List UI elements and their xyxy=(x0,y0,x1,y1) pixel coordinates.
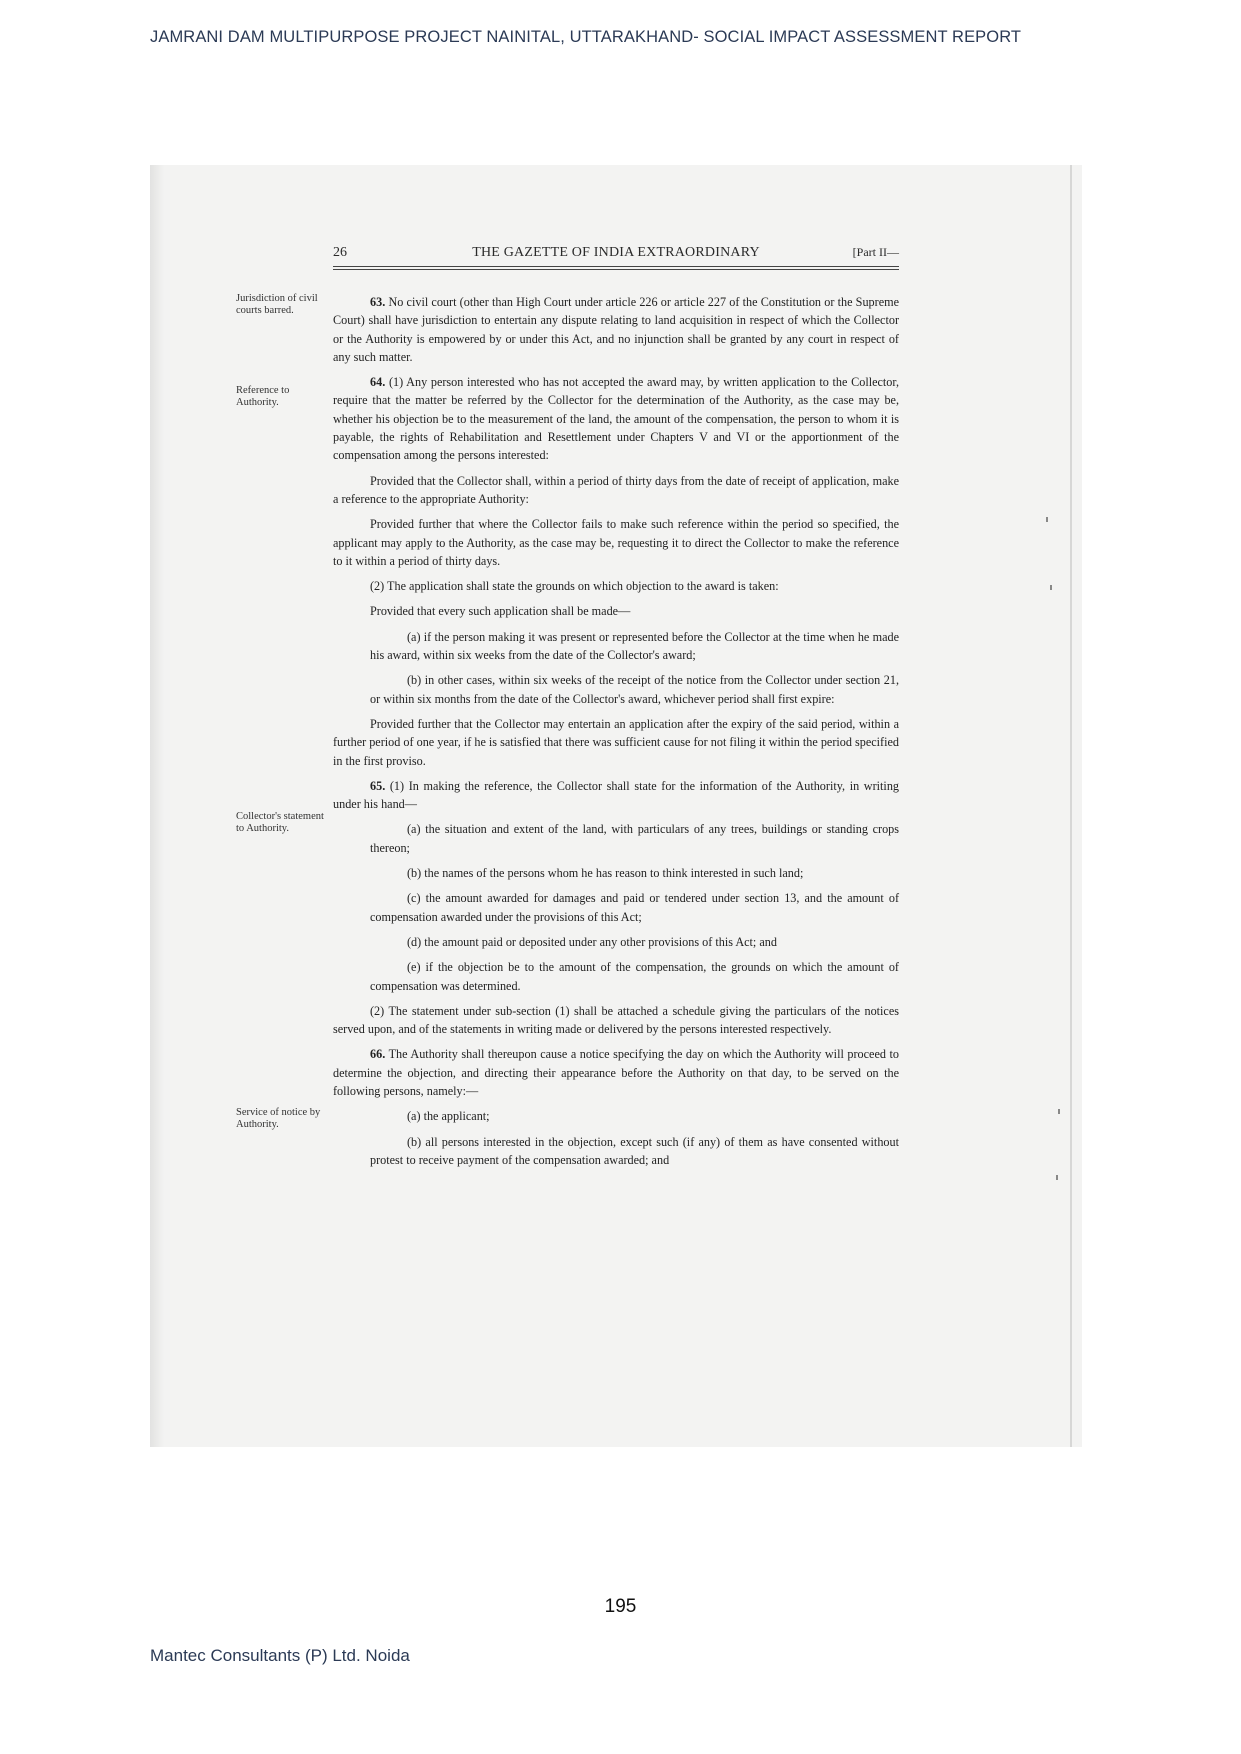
section-66-clause-b: (b) all persons interested in the objection, except such (if any) of them as have consented without protest to receive payment of the compensation awarded; and xyxy=(370,1134,899,1167)
margin-note-reference: Reference to Authority. xyxy=(236,385,290,408)
scanned-gazette-page xyxy=(150,165,1082,1447)
section-63-number: 63. xyxy=(370,295,386,309)
section-66-clause-a: (a) the applicant; xyxy=(407,1109,490,1124)
section-65-2: (2) The statement under sub-section (1) shall be attached a schedule giving the particulars of the notices served upon, and of the statements in writing made or delivered by the persons interested respectively. xyxy=(333,1003,899,1037)
section-65-number: 65. xyxy=(370,778,386,793)
section-64 xyxy=(333,373,899,464)
section-65-clause-b: (b) the names of the persons whom he has reason to think interested in such land; xyxy=(407,866,804,881)
gazette-header-rule xyxy=(333,266,899,270)
scan-speck xyxy=(1050,585,1052,590)
gazette-body xyxy=(333,293,899,1176)
margin-note-jurisdiction: Jurisdiction of civil courts barred. xyxy=(236,293,318,316)
section-64-text: (1) Any person interested who has not accepted the award may, by written application to the Collector, require that the matter be referred by the Collector for the determination of the Authority, as the case may be, whether his objection be to the measurement of the land, the amount of the compensation, the person to whom it is payable, the rights of Rehabilitation and Resettlement under Chapters V and VI or the apportionment of the compensation among the persons interested: xyxy=(333,375,900,463)
section-65-clause-d: (d) the amount paid or deposited under any other provisions of this Act; and xyxy=(407,934,777,949)
section-66-text: The Authority shall thereupon cause a notice specifying the day on which the Authority will proceed to determine the objection, and directing their appearance before the Authority on that day, to be served on the following persons, namely:— xyxy=(333,1047,900,1098)
report-header: JAMRANI DAM MULTIPURPOSE PROJECT NAINITAL, UTTARAKHAND- SOCIAL IMPACT ASSESSMENT REPORT xyxy=(150,28,1022,46)
scan-speck xyxy=(1058,1109,1060,1114)
section-66-number: 66. xyxy=(370,1047,386,1062)
section-63-text: No civil court (other than High Court under article 226 or article 227 of the Constitution or the Supreme Court) shall have jurisdiction to entertain any dispute relating to land acquisition in respect of which the Collector or the Authority is empowered by or under this Act, and no injunction shall be granted by any court in respect of any such matter. xyxy=(333,295,900,364)
gazette-header xyxy=(333,245,899,265)
margin-note-collector-statement: Collector's statement to Authority. xyxy=(236,811,324,834)
section-63 xyxy=(333,293,899,366)
scan-edge-shadow xyxy=(1070,165,1072,1447)
section-64-clause-b: (b) in other cases, within six weeks of the receipt of the notice from the Collector under section 21, or within six months from the date of the Collector's award, whichever period shall first expire: xyxy=(370,673,899,706)
scan-speck xyxy=(1046,517,1048,522)
gazette-page-number: 26 xyxy=(333,245,347,260)
section-64-proviso-2: Provided further that where the Collector fails to make such reference within the period so specified, the applicant may apply to the Authority, as the case may be, requesting it to direct the Collector to make the reference to it within a period of thirty days. xyxy=(333,517,899,568)
section-64-proviso-3: Provided that every such application shall be made— xyxy=(370,604,631,619)
section-65 xyxy=(333,777,899,814)
section-65-clause-c: (c) the amount awarded for damages and paid or tendered under section 13, and the amount of compensation awarded under the provisions of this Act; xyxy=(370,891,899,924)
section-65-text: (1) In making the reference, the Collector shall state for the information of the Authority, in writing under his hand— xyxy=(333,778,900,812)
footer-company: Mantec Consultants (P) Ltd. Noida xyxy=(150,1646,410,1665)
section-64-2: (2) The application shall state the grounds on which objection to the award is taken: xyxy=(370,579,779,594)
section-65-clause-e: (e) if the objection be to the amount of the compensation, the grounds on which the amount of compensation was determined. xyxy=(370,960,899,993)
gazette-title: THE GAZETTE OF INDIA EXTRAORDINARY xyxy=(472,245,760,260)
section-64-proviso-1: Provided that the Collector shall, within a period of thirty days from the date of receipt of application, make a reference to the appropriate Authority: xyxy=(333,473,899,506)
gazette-part: [Part II— xyxy=(852,245,899,259)
margin-note-service-of-notice: Service of notice by Authority. xyxy=(236,1107,321,1130)
section-64-proviso-4: Provided further that the Collector may entertain an application after the expiry of the said period, within a further period of one year, if he is satisfied that there was sufficient cause for not filing it within the period specified in the first proviso. xyxy=(333,716,899,768)
section-65-clause-a: (a) the situation and extent of the land, with particulars of any trees, buildings or standing crops thereon; xyxy=(370,822,899,855)
section-64-clause-a: (a) if the person making it was present or represented before the Collector at the time when he made his award, within six weeks from the date of the Collector's award; xyxy=(370,629,899,663)
scan-speck xyxy=(1056,1175,1058,1180)
page-number: 195 xyxy=(604,1596,637,1617)
section-66 xyxy=(333,1045,899,1100)
section-64-number: 64. xyxy=(370,375,386,390)
